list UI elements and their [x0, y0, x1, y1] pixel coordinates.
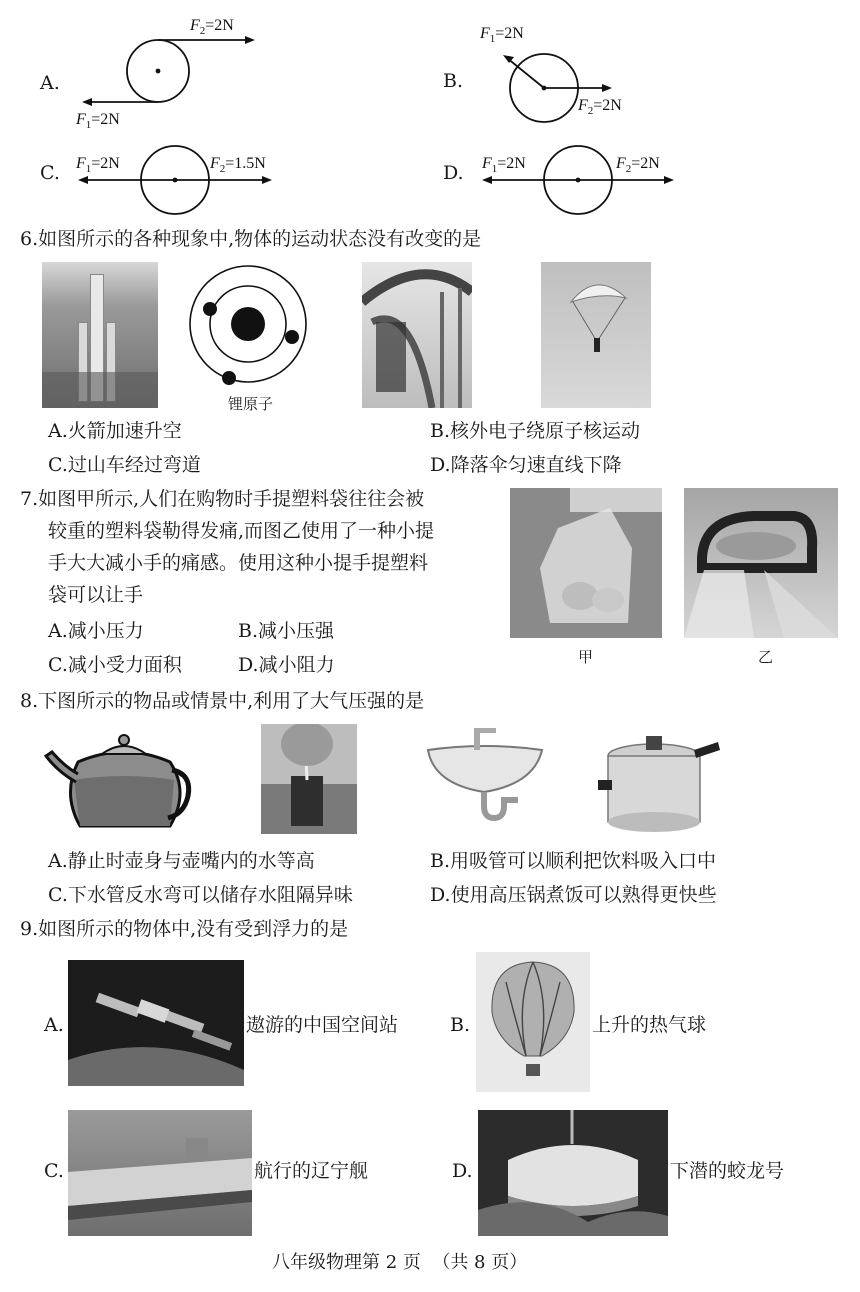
q9-option-b-label: 上升的热气球	[592, 1014, 707, 1036]
svg-text:F1=2N: $F_1=2N$	[482, 155, 526, 175]
q7-stem-line-4: 袋可以让手	[48, 584, 144, 606]
q8-option-a: A.静止时壶身与壶嘴内的水等高	[48, 850, 315, 872]
hot-air-balloon-photo	[476, 952, 590, 1092]
q8-option-b: B.用吸管可以顺利把饮料吸入口中	[430, 850, 717, 872]
q5-b-f1-value: =2N	[495, 25, 524, 42]
q5-d-f1-value: =2N	[497, 155, 526, 172]
q5-option-b-letter: B.	[443, 70, 464, 92]
q9-option-b-letter: B.	[450, 1014, 471, 1036]
caption-jia: 甲	[578, 648, 594, 666]
q9-option-a-label: 遨游的中国空间站	[246, 1014, 399, 1036]
q5-a-f2-value: =2N	[205, 17, 234, 34]
svg-text:F1=2N: $F_1=2N$	[76, 111, 120, 131]
q6-option-d: D.降落伞匀速直线下降	[430, 454, 622, 476]
svg-text:F2=2N: $F_2=2N$	[190, 17, 234, 37]
q5-option-d-letter: D.	[443, 162, 464, 184]
q6-stem: 6.如图所示的各种现象中,物体的运动状态没有改变的是	[20, 228, 482, 250]
roller-coaster-photo	[362, 262, 472, 408]
svg-text:F2=1.5N: $F_2=1.5N$	[210, 155, 266, 175]
q6-option-b: B.核外电子绕原子核运动	[430, 420, 641, 442]
q6-option-c: C.过山车经过弯道	[48, 454, 201, 476]
parachute-photo	[541, 262, 651, 408]
q9-option-a-letter: A.	[44, 1014, 64, 1036]
q7-option-d: D.减小阻力	[238, 654, 335, 676]
q5-b-f2-value: =2N	[593, 97, 622, 114]
caption-yi: 乙	[758, 648, 774, 666]
straw-drinking-photo	[261, 724, 357, 834]
q5-c-f2-value: =1.5N	[225, 155, 266, 172]
q8-stem: 8.下图所示的物品或情景中,利用了大气压强的是	[20, 690, 425, 712]
q7-option-a: A.减小压力	[48, 620, 144, 642]
q8-option-c: C.下水管反水弯可以储存水阻隔异味	[48, 884, 353, 906]
space-station-photo	[68, 960, 244, 1086]
q9-option-d-label: 下潜的蛟龙号	[670, 1160, 785, 1182]
lithium-atom-diagram	[186, 262, 316, 394]
q9-option-c-label: 航行的辽宁舰	[254, 1160, 369, 1182]
atom-caption: 锂原子	[228, 395, 274, 413]
q9-option-c-letter: C.	[44, 1160, 64, 1182]
liaoning-carrier-photo	[68, 1110, 252, 1236]
pressure-cooker-diagram	[598, 728, 722, 838]
q5-option-c-letter: C.	[40, 162, 60, 184]
q7-stem-line-3: 手大大减小手的痛感。使用这种小提手提塑料	[48, 552, 429, 574]
q6-option-a: A.火箭加速升空	[48, 420, 182, 442]
q7-option-b: B.减小压强	[238, 620, 335, 642]
jiaolong-submersible-photo	[478, 1110, 668, 1236]
rocket-launch-photo	[42, 262, 158, 408]
q5-diagram-a	[70, 8, 270, 131]
q8-option-d: D.使用高压锅煮饭可以熟得更快些	[430, 884, 717, 906]
q7-option-c: C.减小受力面积	[48, 654, 182, 676]
bag-handle-photo	[684, 488, 838, 638]
page-footer: 八年级物理第 2 页 （共 8 页）	[272, 1252, 528, 1273]
teapot-diagram	[40, 722, 192, 838]
q5-d-f2-value: =2N	[631, 155, 660, 172]
sink-drain-trap-diagram	[424, 722, 544, 832]
q5-diagram-b	[470, 18, 690, 128]
q7-stem-line-1: 7.如图甲所示,人们在购物时手提塑料袋往往会被	[20, 488, 425, 510]
q5-diagram-c	[70, 140, 310, 220]
q5-c-f1-value: =2N	[91, 155, 120, 172]
q7-stem-line-2: 较重的塑料袋勒得发痛,而图乙使用了一种小提	[48, 520, 435, 542]
q9-stem: 9.如图所示的物体中,没有受到浮力的是	[20, 918, 349, 940]
svg-text:F2=2N: $F_2=2N$	[578, 97, 622, 117]
plastic-bag-hand-photo	[510, 488, 662, 638]
q5-option-a-letter: A.	[40, 72, 60, 94]
q5-a-f1-value: =2N	[91, 111, 120, 128]
svg-text:F2=2N: $F_2=2N$	[616, 155, 660, 175]
svg-text:F1=2N: $F_1=2N$	[76, 155, 120, 175]
q9-option-d-letter: D.	[452, 1160, 473, 1182]
q5-diagram-d	[476, 140, 716, 220]
svg-text:F1=2N: $F_1=2N$	[480, 25, 524, 45]
